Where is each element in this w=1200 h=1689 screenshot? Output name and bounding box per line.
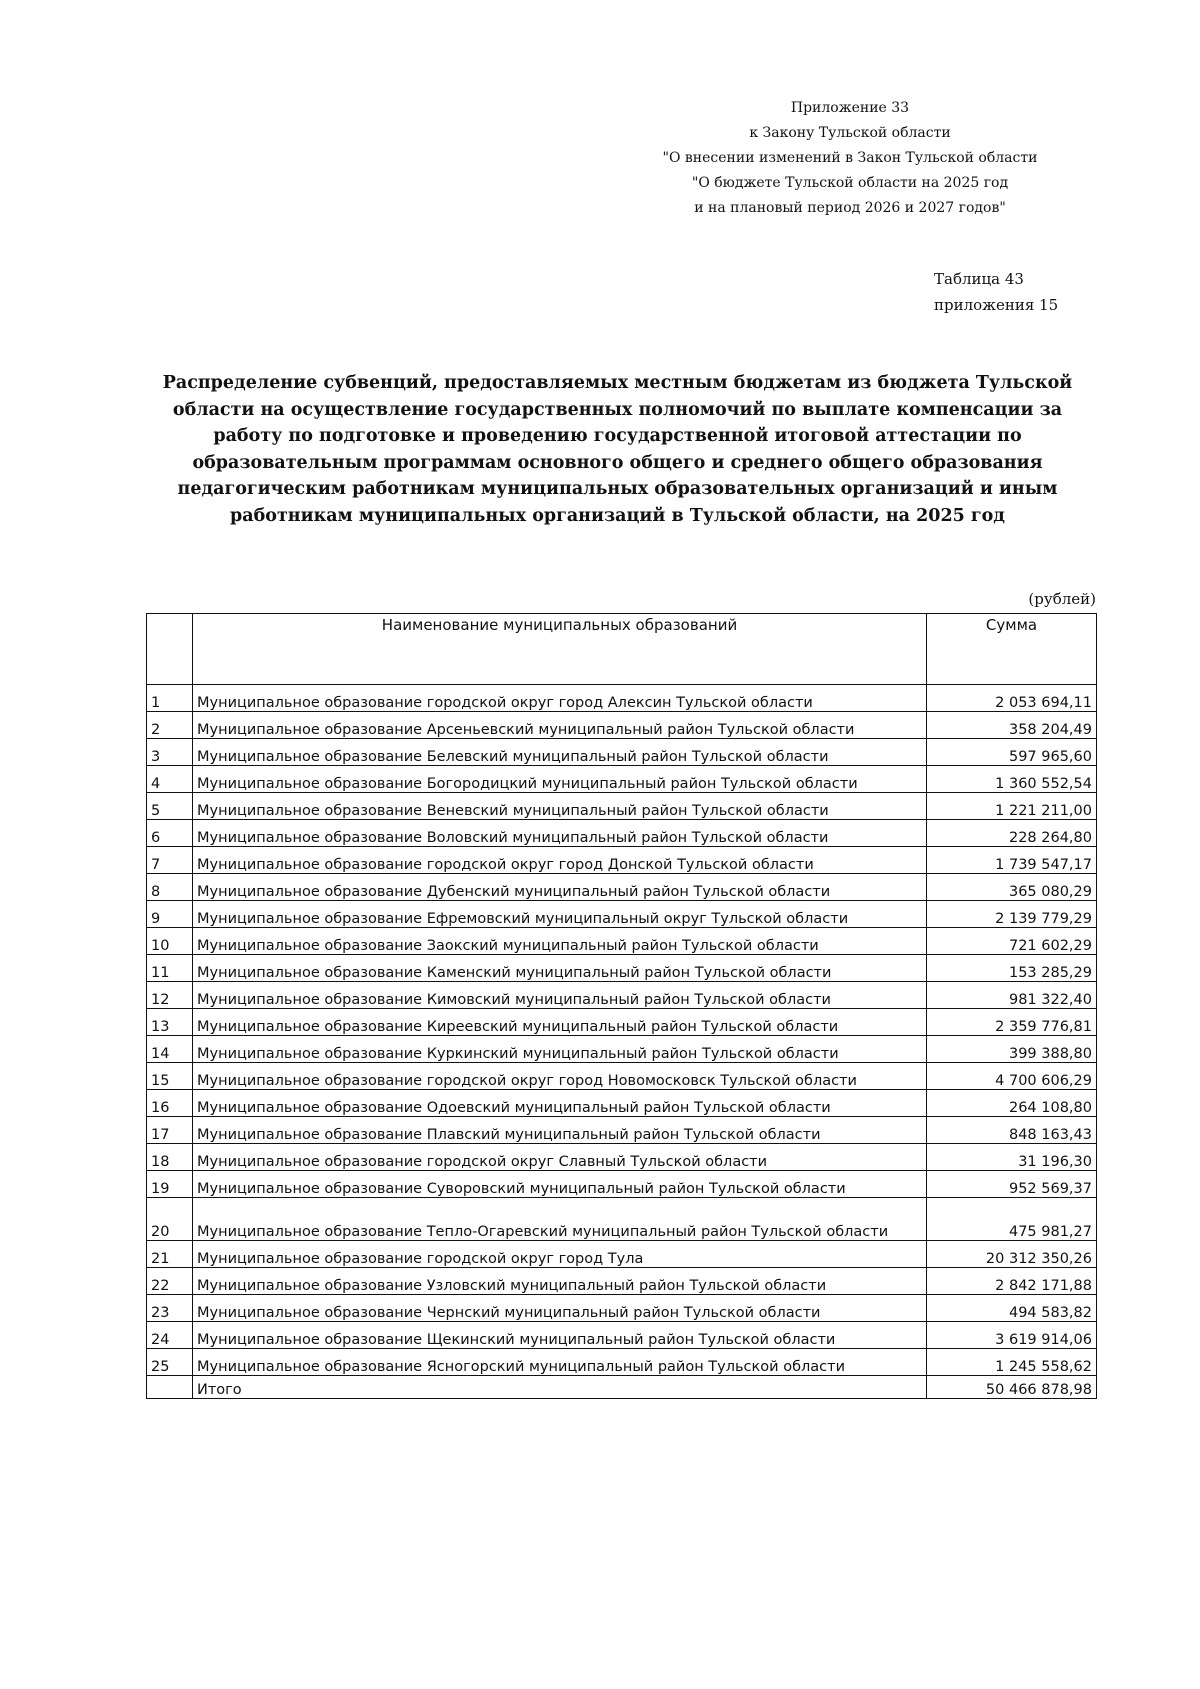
row-amount: 721 602,29 xyxy=(927,928,1097,955)
table-row xyxy=(147,982,1097,1009)
table-row xyxy=(147,1241,1097,1268)
table-row xyxy=(147,1036,1097,1063)
row-amount: 981 322,40 xyxy=(927,982,1097,1009)
units-label: (рублей) xyxy=(1028,590,1096,608)
row-number: 13 xyxy=(147,1009,193,1036)
row-number: 22 xyxy=(147,1268,193,1295)
table-row xyxy=(147,1349,1097,1376)
municipality-name: Муниципальное образование Щекинский муниципальный район Тульской области xyxy=(193,1322,927,1349)
table-row xyxy=(147,712,1097,739)
total-row xyxy=(147,1376,1097,1399)
table-row xyxy=(147,1009,1097,1036)
row-number: 20 xyxy=(147,1198,193,1241)
header-name: Наименование муниципальных образований xyxy=(193,614,927,685)
municipality-name: Муниципальное образование Дубенский муниципальный район Тульской области xyxy=(193,874,927,901)
table-row xyxy=(147,1090,1097,1117)
table-row xyxy=(147,1063,1097,1090)
row-amount: 494 583,82 xyxy=(927,1295,1097,1322)
table-row xyxy=(147,1117,1097,1144)
municipality-name: Муниципальное образование Ефремовский муниципальный округ Тульской области xyxy=(193,901,927,928)
municipality-name: Муниципальное образование Суворовский муниципальный район Тульской области xyxy=(193,1171,927,1198)
table-row xyxy=(147,901,1097,928)
table-body xyxy=(147,685,1097,1399)
row-number: 8 xyxy=(147,874,193,901)
table-row xyxy=(147,793,1097,820)
municipality-name: Муниципальное образование Заокский муниципальный район Тульской области xyxy=(193,928,927,955)
row-number: 5 xyxy=(147,793,193,820)
row-amount: 2 842 171,88 xyxy=(927,1268,1097,1295)
row-number: 7 xyxy=(147,847,193,874)
row-amount: 228 264,80 xyxy=(927,820,1097,847)
row-amount: 358 204,49 xyxy=(927,712,1097,739)
row-number: 17 xyxy=(147,1117,193,1144)
row-amount: 399 388,80 xyxy=(927,1036,1097,1063)
row-amount: 2 053 694,11 xyxy=(927,685,1097,712)
total-amount: 50 466 878,98 xyxy=(927,1376,1097,1399)
annex-line: "О внесении изменений в Закон Тульской области xyxy=(662,150,1038,166)
table-row xyxy=(147,928,1097,955)
municipality-name: Муниципальное образование Белевский муниципальный район Тульской области xyxy=(193,739,927,766)
table-row xyxy=(147,1295,1097,1322)
row-number: 21 xyxy=(147,1241,193,1268)
row-amount: 153 285,29 xyxy=(927,955,1097,982)
table-row xyxy=(147,1322,1097,1349)
municipality-name: Муниципальное образование Киреевский муниципальный район Тульской области xyxy=(193,1009,927,1036)
row-number: 19 xyxy=(147,1171,193,1198)
municipality-name: Муниципальное образование Арсеньевский муниципальный район Тульской области xyxy=(193,712,927,739)
row-amount: 1 360 552,54 xyxy=(927,766,1097,793)
table-row xyxy=(147,1268,1097,1295)
row-number: 11 xyxy=(147,955,193,982)
document-title: Распределение субвенций, предоставляемых местным бюджетам из бюджета Тульской области на осуществление государственных полномочий по выплате компенсации за работу по подготовке и проведению государственной итоговой аттестации по образовательным программам основного общего и среднего общего образования педагогическим работникам муниципальных образовательных организаций и иным работникам муниципальных организаций в Тульской области, на 2025 год xyxy=(162,373,1073,526)
row-amount: 31 196,30 xyxy=(927,1144,1097,1171)
row-amount: 952 569,37 xyxy=(927,1171,1097,1198)
row-number: 12 xyxy=(147,982,193,1009)
row-number: 4 xyxy=(147,766,193,793)
municipality-name: Муниципальное образование Ясногорский муниципальный район Тульской области xyxy=(193,1349,927,1376)
row-amount: 1 245 558,62 xyxy=(927,1349,1097,1376)
municipality-name: Муниципальное образование городской округ Славный Тульской области xyxy=(193,1144,927,1171)
distribution-table xyxy=(146,613,1097,1399)
row-amount: 1 221 211,00 xyxy=(927,793,1097,820)
appendix-number: приложения 15 xyxy=(934,296,1059,314)
row-amount: 20 312 350,26 xyxy=(927,1241,1097,1268)
municipality-name: Муниципальное образование Воловский муниципальный район Тульской области xyxy=(193,820,927,847)
municipality-name: Муниципальное образование Куркинский муниципальный район Тульской области xyxy=(193,1036,927,1063)
table-row xyxy=(147,820,1097,847)
row-number: 24 xyxy=(147,1322,193,1349)
annex-line: "О бюджете Тульской области на 2025 год xyxy=(691,175,1009,191)
municipality-name: Муниципальное образование городской округ город Донской Тульской области xyxy=(193,847,927,874)
row-amount: 264 108,80 xyxy=(927,1090,1097,1117)
table-row xyxy=(147,766,1097,793)
annex-line: Приложение 33 xyxy=(790,100,910,116)
total-number xyxy=(147,1376,193,1399)
row-number: 6 xyxy=(147,820,193,847)
row-amount: 365 080,29 xyxy=(927,874,1097,901)
table-number: Таблица 43 xyxy=(934,270,1024,288)
municipality-name: Муниципальное образование Богородицкий муниципальный район Тульской области xyxy=(193,766,927,793)
table-row xyxy=(147,955,1097,982)
table-row xyxy=(147,1144,1097,1171)
annex-line: к Закону Тульской области xyxy=(749,125,951,141)
table-header-row xyxy=(147,614,1097,685)
row-number: 2 xyxy=(147,712,193,739)
annex-heading xyxy=(660,96,1040,221)
municipality-name: Муниципальное образование Плавский муниципальный район Тульской области xyxy=(193,1117,927,1144)
row-amount: 3 619 914,06 xyxy=(927,1322,1097,1349)
municipality-name: Муниципальное образование Каменский муниципальный район Тульской области xyxy=(193,955,927,982)
table-row xyxy=(147,685,1097,712)
row-amount: 4 700 606,29 xyxy=(927,1063,1097,1090)
row-amount: 475 981,27 xyxy=(927,1198,1097,1241)
municipality-name: Муниципальное образование Чернский муниципальный район Тульской области xyxy=(193,1295,927,1322)
header-number xyxy=(147,614,193,685)
row-number: 23 xyxy=(147,1295,193,1322)
row-amount: 848 163,43 xyxy=(927,1117,1097,1144)
row-number: 25 xyxy=(147,1349,193,1376)
total-label: Итого xyxy=(193,1376,927,1399)
row-number: 18 xyxy=(147,1144,193,1171)
municipality-name: Муниципальное образование Веневский муниципальный район Тульской области xyxy=(193,793,927,820)
row-number: 14 xyxy=(147,1036,193,1063)
header-amount: Сумма xyxy=(927,614,1097,685)
table-row xyxy=(147,739,1097,766)
table-reference xyxy=(934,266,1058,318)
row-number: 16 xyxy=(147,1090,193,1117)
row-amount: 1 739 547,17 xyxy=(927,847,1097,874)
municipality-name: Муниципальное образование Узловский муниципальный район Тульской области xyxy=(193,1268,927,1295)
row-number: 3 xyxy=(147,739,193,766)
municipality-name: Муниципальное образование Тепло-Огаревский муниципальный район Тульской области xyxy=(193,1198,927,1241)
row-amount: 597 965,60 xyxy=(927,739,1097,766)
row-number: 9 xyxy=(147,901,193,928)
table-row xyxy=(147,1198,1097,1241)
table-row xyxy=(147,847,1097,874)
row-amount: 2 139 779,29 xyxy=(927,901,1097,928)
row-amount: 2 359 776,81 xyxy=(927,1009,1097,1036)
table-row xyxy=(147,1171,1097,1198)
municipality-name: Муниципальное образование городской округ город Новомосковск Тульской области xyxy=(193,1063,927,1090)
row-number: 10 xyxy=(147,928,193,955)
municipality-name: Муниципальное образование городской округ город Алексин Тульской области xyxy=(193,685,927,712)
row-number: 15 xyxy=(147,1063,193,1090)
annex-line: и на плановый период 2026 и 2027 годов" xyxy=(694,200,1006,216)
municipality-name: Муниципальное образование Кимовский муниципальный район Тульской области xyxy=(193,982,927,1009)
table-row xyxy=(147,874,1097,901)
municipality-name: Муниципальное образование Одоевский муниципальный район Тульской области xyxy=(193,1090,927,1117)
row-number: 1 xyxy=(147,685,193,712)
municipality-name: Муниципальное образование городской округ город Тула xyxy=(193,1241,927,1268)
